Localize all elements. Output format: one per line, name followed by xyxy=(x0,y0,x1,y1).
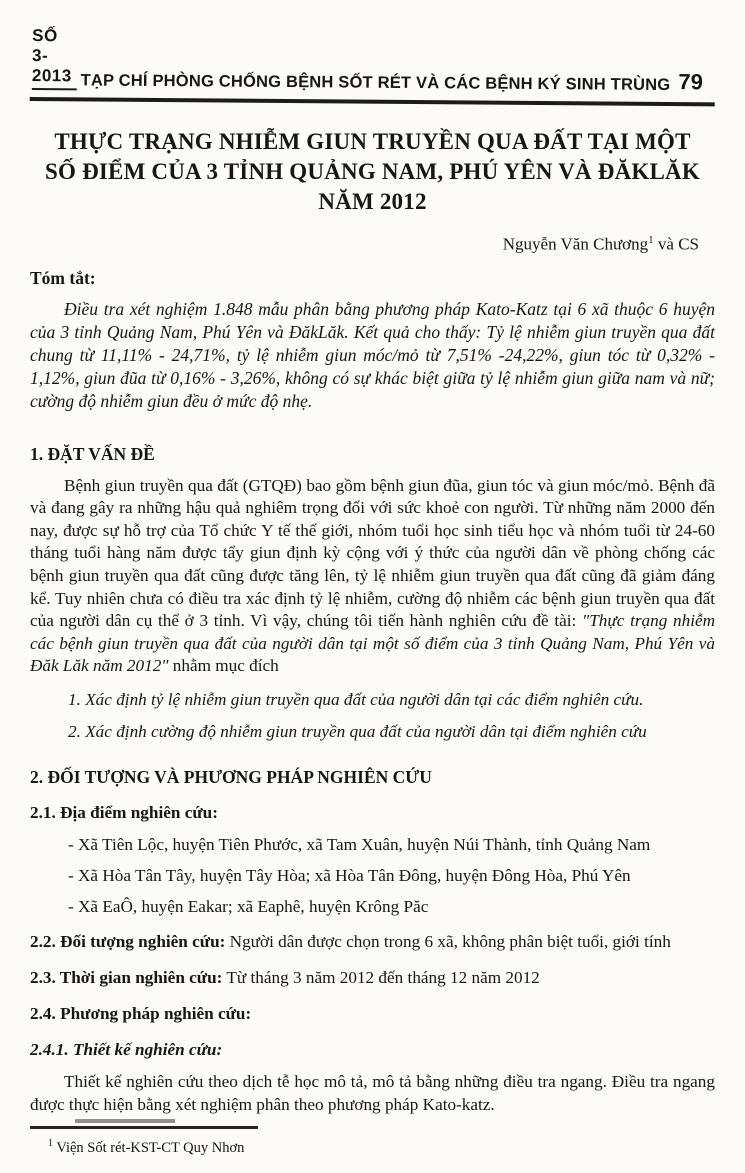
study-title-quote: "Thực trạng nhiễm các bệnh giun truyền qua đất của người dân tại một số điểm của 3 tỉnh Quảng Nam, Phú Yên và Đăk Lăk năm 2012" xyxy=(30,611,716,676)
subsection-2-3 xyxy=(30,966,715,989)
issue-number: SỐ 3-2013 xyxy=(32,26,77,90)
abstract-label: Tóm tắt: xyxy=(30,267,96,288)
subsection-label: 2.1. Địa điểm nghiên cứu: xyxy=(30,803,218,822)
footnote-text xyxy=(30,1138,258,1157)
author-suffix: và CS xyxy=(653,234,699,254)
subsection-label: 2.4. Phương pháp nghiên cứu: xyxy=(30,1004,252,1023)
scan-artifact xyxy=(75,1119,175,1123)
subsection-2-4-1-heading xyxy=(30,1038,715,1061)
study-location-item: - Xã Hòa Tân Tây, huyện Tây Hòa; xã Hòa Tân Đông, huyện Đông Hòa, Phú Yên xyxy=(68,866,631,885)
article-title: THỰC TRẠNG NHIỄM GIUN TRUYỀN QUA ĐẤT TẠI MỘT SỐ ĐIỂM CỦA 3 TỈNH QUẢNG NAM, PHÚ YÊN VÀ ĐĂKLĂK NĂM 2012 xyxy=(45,129,700,214)
subsection-2-2 xyxy=(30,930,715,953)
objective-item: 1. Xác định tỷ lệ nhiễm giun truyền qua đất của người dân tại các điểm nghiên cứu. xyxy=(68,690,644,709)
subsection-label: 2.3. Thời gian nghiên cứu: xyxy=(30,968,223,987)
abstract-text: Điều tra xét nghiệm 1.848 mẫu phân bằng phương pháp Kato-Katz tại 6 xã thuộc 6 huyện của 3 tỉnh Quảng Nam, Phú Yên và ĐăkLăk. Kết quả cho thấy: Tỷ lệ nhiễm giun truyền qua đất chung từ 11,11% - 24,71%, tỷ lệ nhiễm giun móc/mỏ từ 7,51% -24,22%, giun tóc từ 0,32% - 1,12%, giun đũa từ 0,16% - 3,26%, không có sự khác biệt giữa tỷ lệ nhiễm giun giữa nam và nữ; cường độ nhiễm giun đều ở mức độ nhẹ. xyxy=(30,298,715,411)
running-header xyxy=(30,26,716,106)
section-2-heading: 2. ĐỐI TƯỢNG VÀ PHƯƠNG PHÁP NGHIÊN CỨU xyxy=(30,767,432,787)
objective-item: 2. Xác định cường độ nhiễm giun truyền qua đất của người dân tại điểm nghiên cứu xyxy=(68,722,647,741)
subsection-label: 2.2. Đối tượng nghiên cứu: xyxy=(30,932,226,951)
paragraph-text-after: nhằm mục đích xyxy=(168,656,279,676)
footnote-block xyxy=(30,1126,258,1157)
footnote-marker: 1 xyxy=(48,1138,53,1150)
paragraph-text: Bệnh giun truyền qua đất (GTQĐ) bao gồm bệnh giun đũa, giun tóc và giun móc/mỏ. Bệnh đã và đang gây ra những hậu quả nghiêm trọng đối với sức khoẻ con người. Từ những năm 2000 đến nay, được sự hỗ trợ của Tổ chức Y tế thế giới, nhóm tuổi học sinh tiểu học và nhóm tuổi từ 24-60 tháng tuổi hàng năm được tẩy giun định kỳ cộng với ý thức của người dân về phòng chống các bệnh giun truyền qua đất cũng được tăng lên, tỷ lệ nhiễm giun truyền qua đất cũng đã giảm đáng kể. Tuy nhiên chưa có điều tra xác định tỷ lệ nhiễm, cường độ nhiễm các bệnh giun truyền qua đất của người dân cụ thể ở 3 tỉnh. Vì vậy, chúng tôi tiến hành nghiên cứu đề tài: xyxy=(30,475,715,631)
subsection-2-4-heading xyxy=(30,1002,715,1025)
page-number: 79 xyxy=(678,69,703,95)
subsection-text: Từ tháng 3 năm 2012 đến tháng 12 năm 2012 xyxy=(222,968,540,987)
author-line xyxy=(30,234,715,255)
subsection-text: Người dân được chọn trong 6 xã, không phân biệt tuổi, giới tính xyxy=(225,932,671,951)
section-1-heading: 1. ĐẶT VẤN ĐỀ xyxy=(30,443,155,464)
section-1-paragraph xyxy=(30,475,715,678)
author-name: Nguyễn Văn Chương xyxy=(502,234,649,254)
author-footnote-marker: 1 xyxy=(648,234,654,246)
study-location-item: - Xã EaÔ, huyện Eakar; xã Eaphê, huyện Krông Păc xyxy=(68,897,429,916)
subsection-label: 2.4.1. Thiết kế nghiên cứu: xyxy=(30,1040,223,1059)
journal-title: TẠP CHÍ PHÒNG CHỐNG BỆNH SỐT RÉT VÀ CÁC BỆNH KÝ SINH TRÙNG xyxy=(80,71,671,95)
subsection-2-1-heading xyxy=(30,801,715,824)
study-location-item: - Xã Tiên Lộc, huyện Tiên Phước, xã Tam Xuân, huyện Núi Thành, tỉnh Quảng Nam xyxy=(68,835,651,854)
study-design-paragraph: Thiết kế nghiên cứu theo dịch tễ học mô tả, mô tả bằng những điều tra ngang. Điều tra ngang được thực hiện bằng xét nghiệm phân theo phương pháp Kato-katz. xyxy=(30,1072,715,1114)
footnote-affiliation: Viện Sốt rét-KST-CT Quy Nhơn xyxy=(53,1140,245,1156)
footnote-separator xyxy=(30,1126,258,1129)
